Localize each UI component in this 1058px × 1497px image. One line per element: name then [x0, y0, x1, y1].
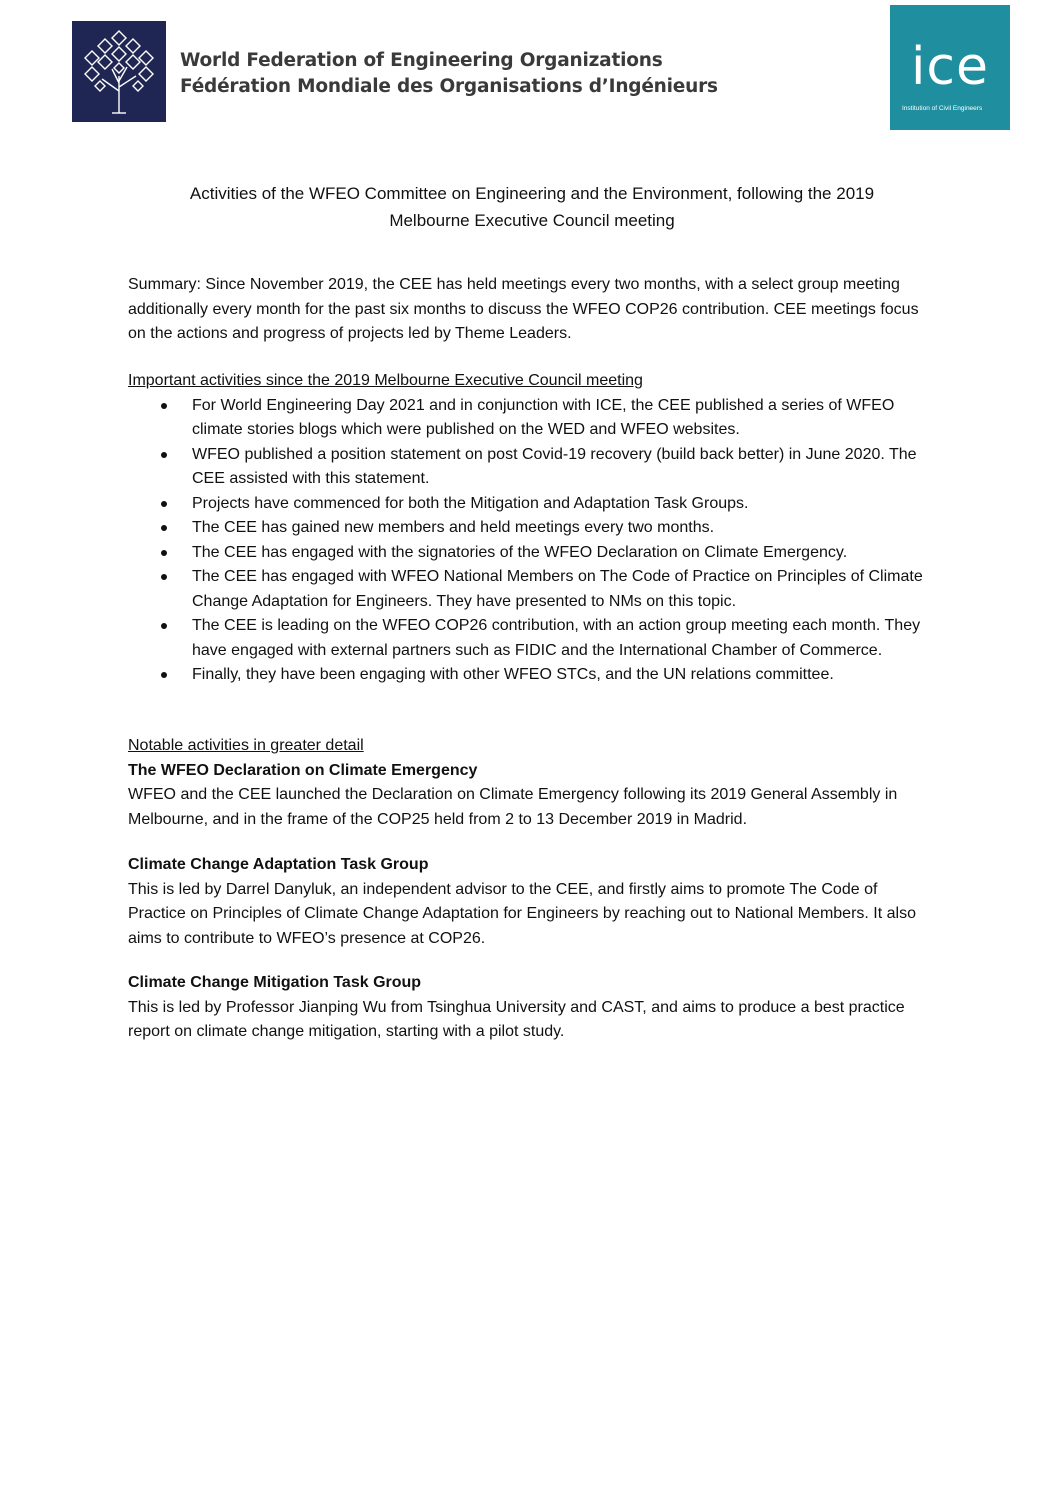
important-activities-section	[128, 369, 938, 688]
list-item	[128, 443, 938, 492]
list-item	[128, 614, 938, 663]
bullet-icon	[161, 623, 167, 629]
ice-logo	[890, 5, 1010, 130]
list-item-text: WFEO published a position statement on post Covid-19 recovery (build back better) in June 2020. The CEE assisted with this statement.	[192, 445, 917, 487]
page-header	[0, 0, 1058, 140]
list-item	[128, 541, 938, 566]
bullet-icon	[161, 452, 167, 458]
list-item	[128, 394, 938, 443]
mitigation-section	[128, 971, 938, 1045]
organization-name-en: World Federation of Engineering Organizations	[180, 50, 663, 71]
list-item-text: The CEE has engaged with WFEO National Members on The Code of Practice on Principles of Climate Change Adaptation for Engineers. They have presented to NMs on this topic.	[192, 568, 923, 610]
list-item-text: The CEE is leading on the WFEO COP26 contribution, with an action group meeting each month. They have engaged with external partners such as FIDIC and the International Chamber of Commerce.	[192, 617, 921, 659]
list-item	[128, 565, 938, 614]
document-title	[90, 180, 974, 234]
organization-name	[180, 48, 718, 100]
wfeo-tree-logo	[72, 21, 166, 122]
adaptation-heading: Climate Change Adaptation Task Group	[128, 856, 429, 873]
adaptation-section	[128, 853, 938, 951]
ice-logo-text: ice	[910, 37, 990, 97]
title-line-1: Activities of the WFEO Committee on Engineering and the Environment, following the 2019	[189, 184, 875, 203]
list-item-text: Finally, they have been engaging with other WFEO STCs, and the UN relations committee.	[192, 666, 834, 683]
ice-logo-subtitle: Institution of Civil Engineers	[902, 105, 983, 112]
bullet-icon	[161, 672, 167, 678]
bullet-icon	[161, 403, 167, 409]
notable-activities-section	[128, 734, 938, 832]
summary-paragraph: Summary: Since November 2019, the CEE has held meetings every two months, with a select group meeting additionally every month for the past six months to discuss the WFEO COP26 contribution. CEE meetings focus on the actions and progress of projects led by Theme Leaders.	[128, 276, 919, 342]
bullet-icon	[161, 550, 167, 556]
important-activities-list	[128, 394, 938, 688]
list-item	[128, 492, 938, 517]
title-line-2: Melbourne Executive Council meeting	[389, 211, 675, 230]
adaptation-paragraph: This is led by Darrel Danyluk, an independent advisor to the CEE, and firstly aims to promote The Code of Practice on Principles of Climate Change Adaptation for Engineers by reaching out to National Members. It also aims to contribute to WFEO’s presence at COP26.	[128, 880, 916, 947]
list-item-text: The CEE has gained new members and held meetings every two months.	[192, 519, 715, 536]
mitigation-heading: Climate Change Mitigation Task Group	[128, 974, 422, 991]
list-item	[128, 663, 938, 688]
list-item	[128, 516, 938, 541]
declaration-paragraph: WFEO and the CEE launched the Declaration on Climate Emergency following its 2019 General Assembly in Melbourne, and in the frame of the COP25 held from 2 to 13 December 2019 in Madrid.	[128, 786, 898, 828]
bullet-icon	[161, 574, 167, 580]
notable-activities-heading: Notable activities in greater detail	[128, 737, 364, 754]
list-item-text: Projects have commenced for both the Mitigation and Adaptation Task Groups.	[192, 494, 749, 512]
list-item-text: The CEE has engaged with the signatories of the WFEO Declaration on Climate Emergency.	[192, 543, 848, 561]
bullet-icon	[161, 525, 167, 531]
declaration-heading: The WFEO Declaration on Climate Emergency	[128, 761, 478, 779]
bullet-icon	[161, 501, 167, 507]
organization-name-fr: Fédération Mondiale des Organisations d’Ingénieurs	[180, 76, 718, 97]
important-activities-heading: Important activities since the 2019 Melbourne Executive Council meeting	[128, 372, 643, 389]
list-item-text: For World Engineering Day 2021 and in conjunction with ICE, the CEE published a series of WFEO climate stories blogs which were published on the WED and WFEO websites.	[192, 396, 895, 438]
mitigation-paragraph: This is led by Professor Jianping Wu from Tsinghua University and CAST, and aims to produce a best practice report on climate change mitigation, starting with a pilot study.	[128, 998, 905, 1040]
